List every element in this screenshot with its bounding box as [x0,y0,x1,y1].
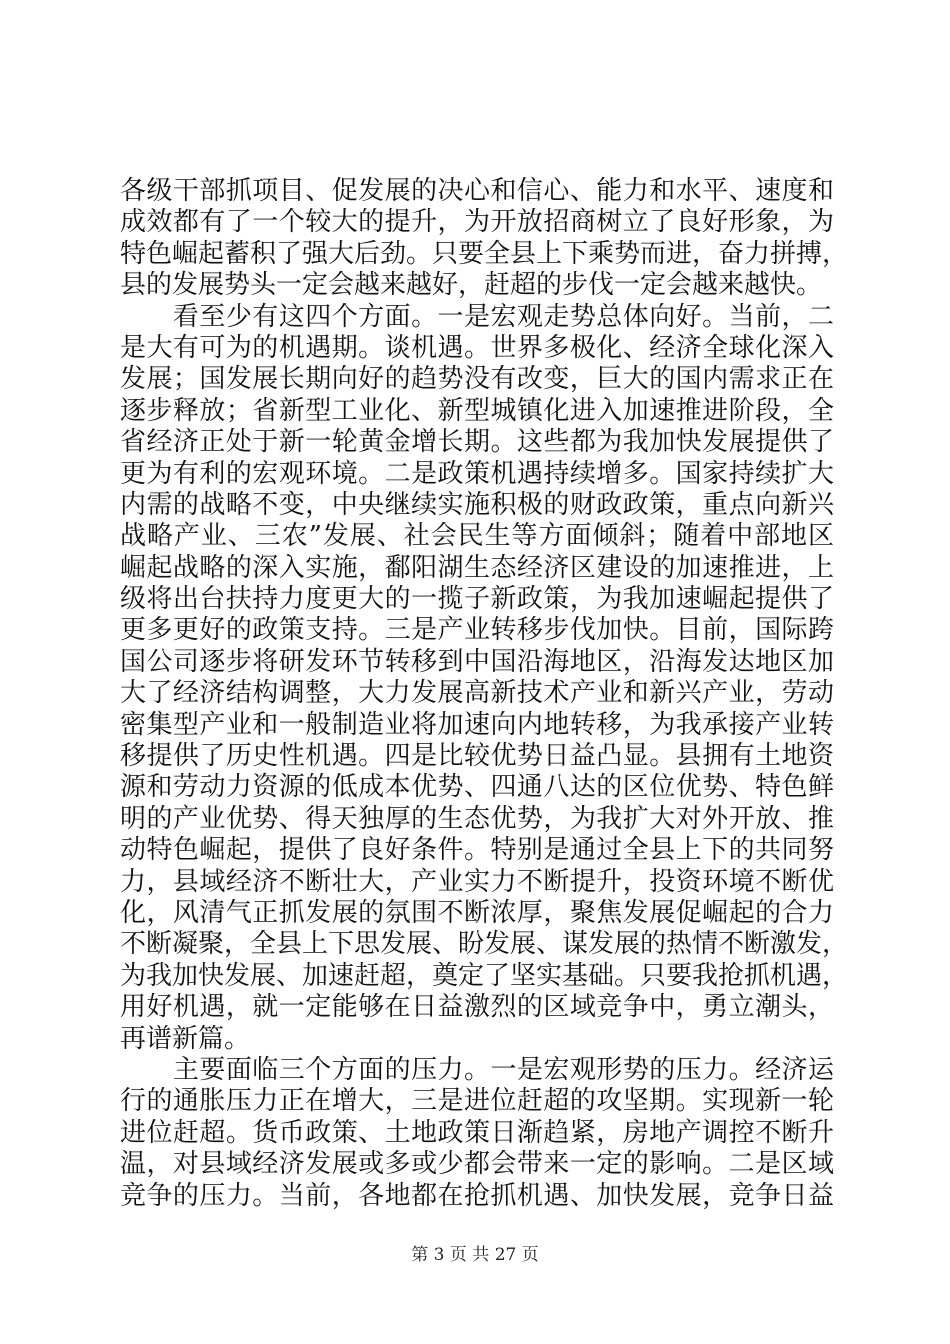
text-line: 动特色崛起，提供了良好条件。特别是通过全县上下的共同努 [120,835,834,866]
text-line: 行的通胀压力正在增大，三是进位赶超的攻坚期。实现新一轮 [120,1086,834,1117]
text-line: 成效都有了一个较大的提升，为开放招商树立了良好形象，为 [120,207,834,238]
text-line: 移提供了历史性机遇。四是比较优势日益凸显。县拥有土地资 [120,741,834,772]
text-line: 看至少有这四个方面。一是宏观走势总体向好。当前，二 [120,301,834,332]
text-line: 大了经济结构调整，大力发展高新技术产业和新兴产业，劳动 [120,678,834,709]
text-line: 发展；国发展长期向好的趋势没有改变，巨大的国内需求正在 [120,364,834,395]
text-line: 用好机遇，就一定能够在日益激烈的区域竞争中，勇立潮头， [120,992,834,1023]
text-line: 再谱新篇。 [120,1023,251,1054]
text-line: 力，县域经济不断壮大，产业实力不断提升，投资环境不断优 [120,866,834,897]
text-line: 各级干部抓项目、促发展的决心和信心、能力和水平、速度和 [120,176,834,206]
text-line: 化，风清气正抓发展的氛围不断浓厚，聚焦发展促崛起的合力 [120,897,834,928]
text-line: 国公司逐步将研发环节转移到中国沿海地区，沿海发达地区加 [120,646,834,677]
text-line: 级将出台扶持力度更大的一揽子新政策，为我加速崛起提供了 [120,584,834,615]
text-line: 为我加快发展、加速赶超，奠定了坚实基础。只要我抢抓机遇， [120,960,849,991]
text-line: 更为有利的宏观环境。二是政策机遇持续增多。国家持续扩大 [120,458,834,489]
text-line: 县的发展势头一定会越来越好，赶超的步伐一定会越来越快。 [120,270,823,301]
text-line: 更多更好的政策支持。三是产业转移步伐加快。目前，国际跨 [120,615,834,646]
text-line: 源和劳动力资源的低成本优势、四通八达的区位优势、特色鲜 [120,772,834,803]
text-line: 不断凝聚，全县上下思发展、盼发展、谋发展的热情不断激发， [120,929,849,960]
text-line: 逐步释放；省新型工业化、新型城镇化进入加速推进阶段，全 [120,395,834,426]
text-line: 温，对县域经济发展或多或少都会带来一定的影响。二是区域 [120,1149,834,1180]
text-line: 特色崛起蓄积了强大后劲。只要全县上下乘势而进，奋力拼搏， [120,238,849,269]
text-line: 省经济正处于新一轮黄金增长期。这些都为我加快发展提供了 [120,427,834,458]
text-line: 进位赶超。货币政策、土地政策日渐趋紧，房地产调控不断升 [120,1117,834,1148]
text-line: 是大有可为的机遇期。谈机遇。世界多极化、经济全球化深入 [120,332,834,363]
text-line: 明的产业优势、得天独厚的生态优势，为我扩大对外开放、推 [120,803,834,834]
page-number-footer: 第 3 页 共 27 页 [411,1245,539,1265]
text-line: 战略产业、三农”发展、社会民生等方面倾斜；随着中部地区 [120,521,834,552]
text-line: 主要面临三个方面的压力。一是宏观形势的压力。经济运 [120,1054,834,1085]
text-line: 崛起战略的深入实施，鄱阳湖生态经济区建设的加速推进，上 [120,552,834,583]
text-line: 密集型产业和一般制造业将加速向内地转移，为我承接产业转 [120,709,834,740]
text-line: 内需的战略不变，中央继续实施积极的财政政策，重点向新兴 [120,489,834,520]
document-body [120,176,849,1212]
text-line: 竞争的压力。当前，各地都在抢抓机遇、加快发展，竞争日益 [120,1180,834,1211]
